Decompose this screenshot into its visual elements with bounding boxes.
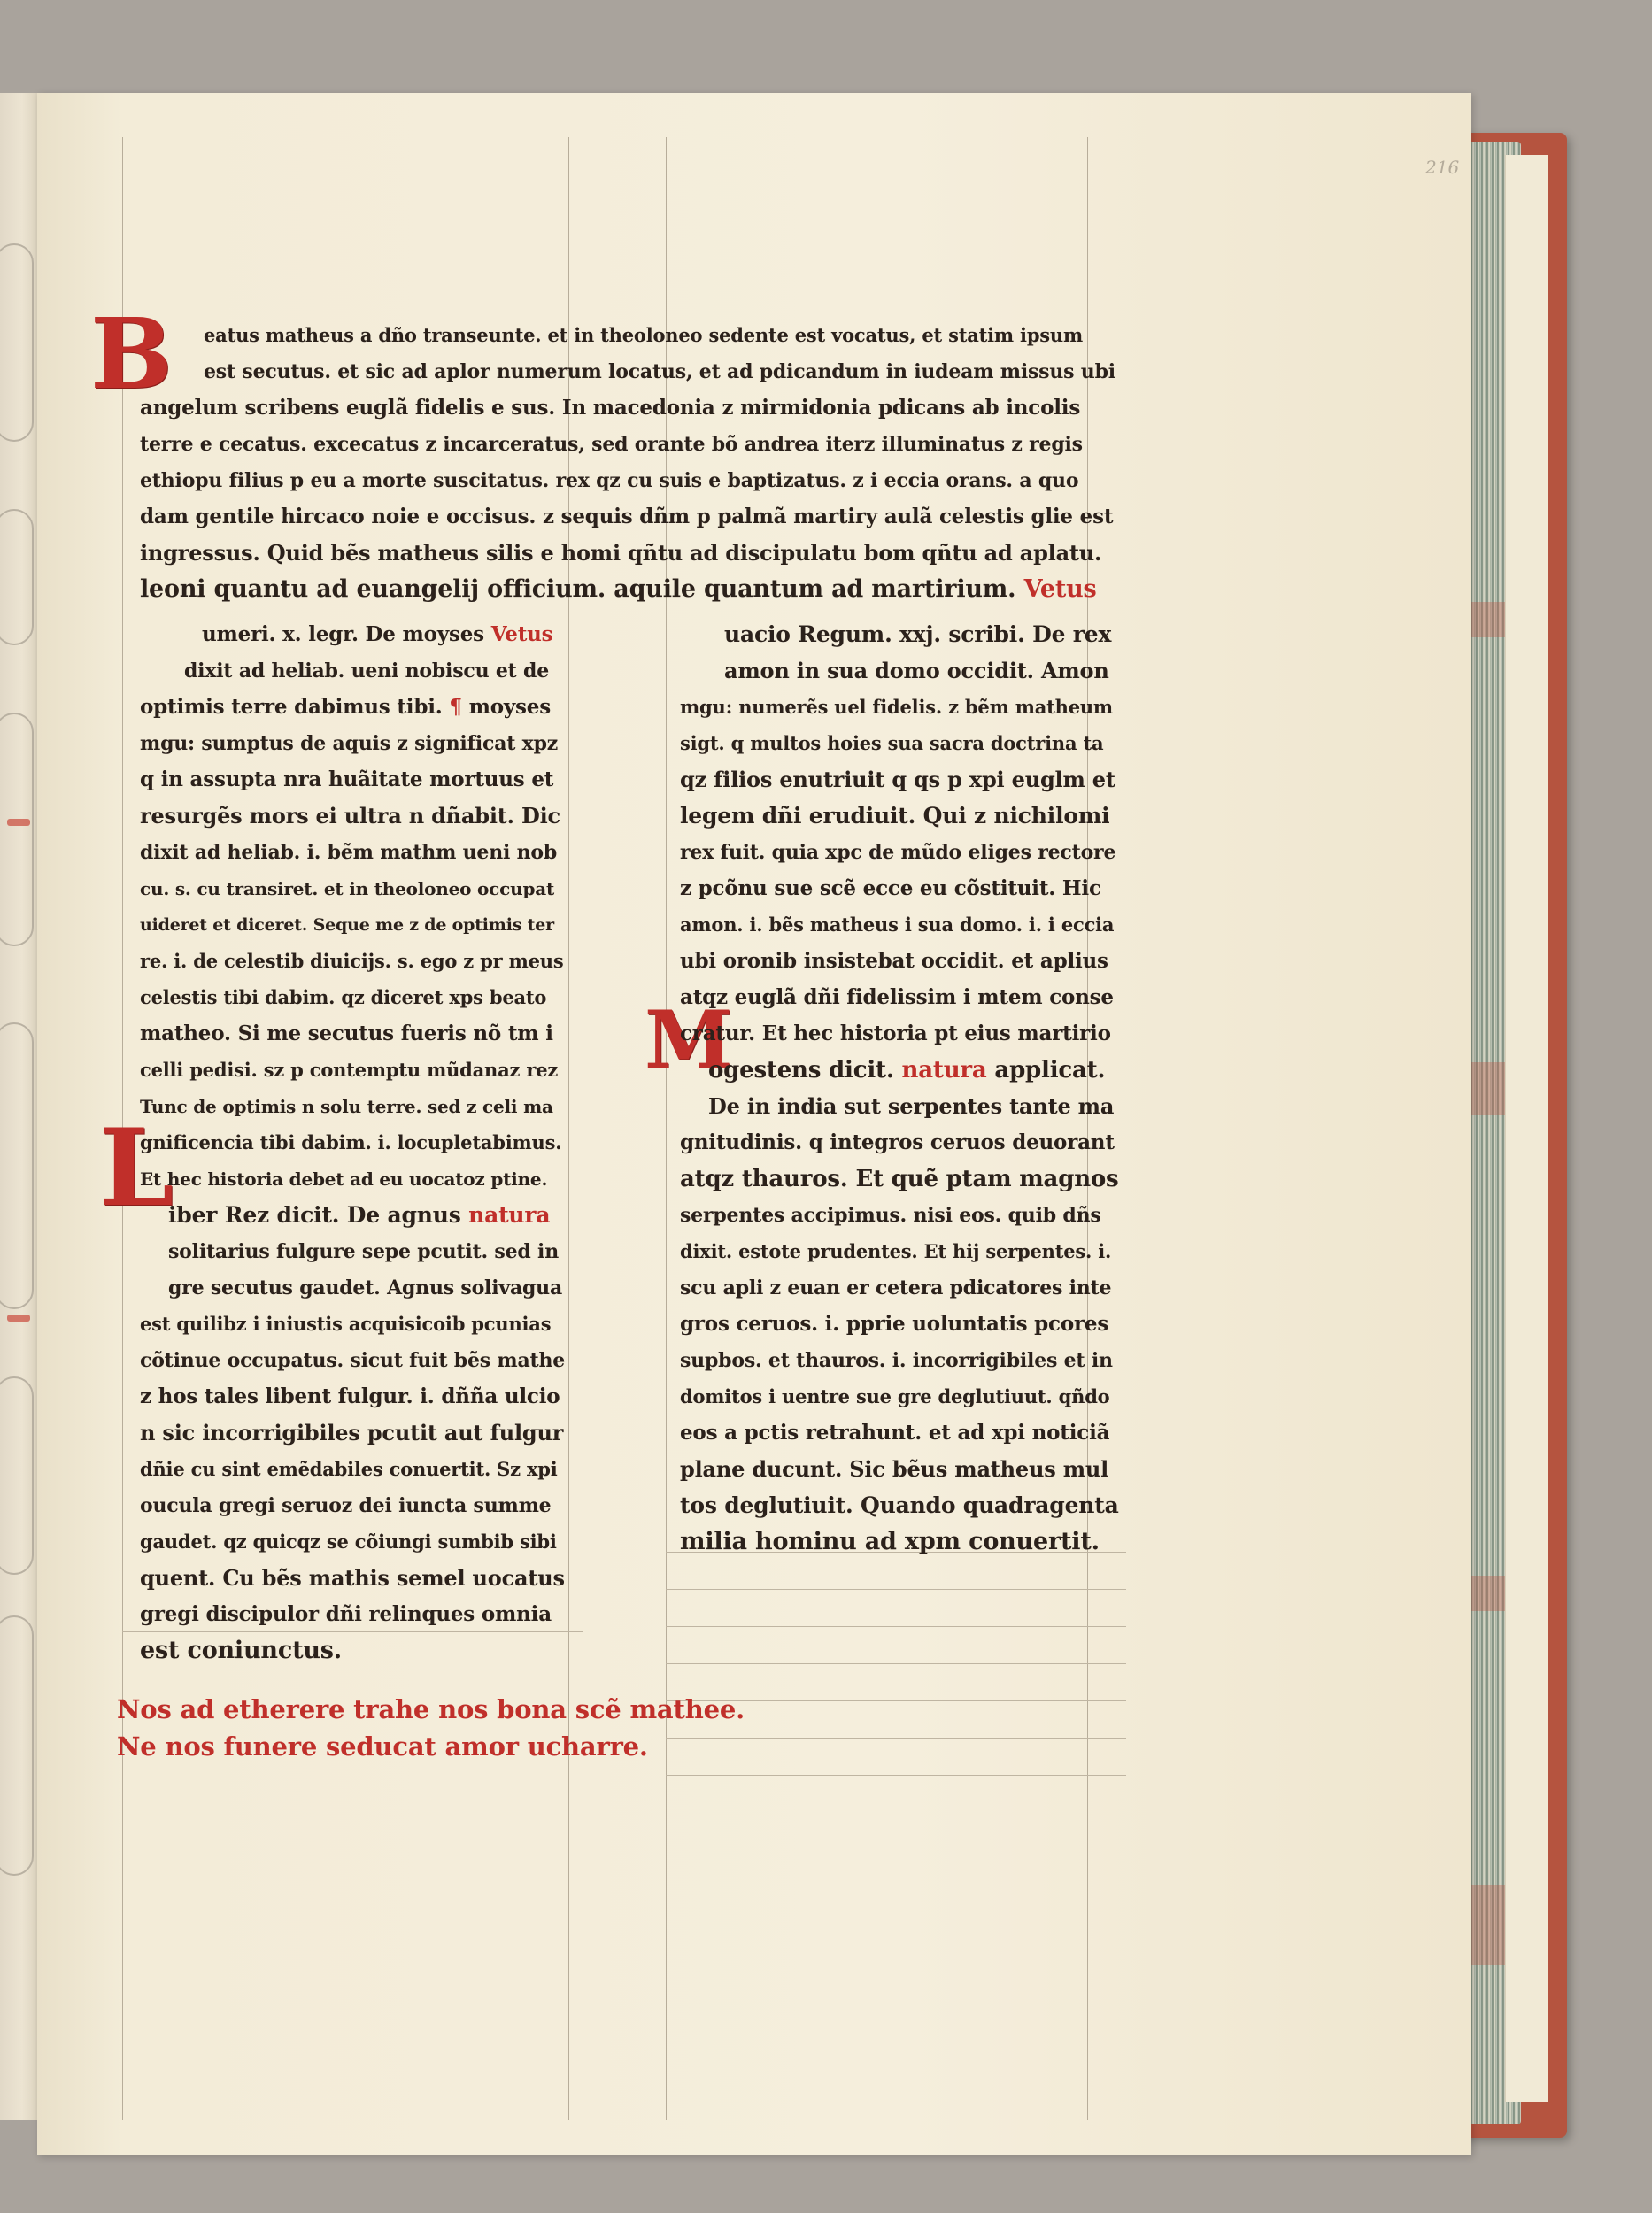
right-line: cratur. Et hec historia pt eius martirio: [680, 1022, 1111, 1045]
left-line: gregi discipulor dñi relinques omnia: [140, 1602, 552, 1626]
rubric-line: Ne nos funere seducat amor ucharre.: [117, 1731, 648, 1762]
decorated-initial-m: M: [645, 993, 733, 1087]
right-line: De in india sut serpentes tante ma: [708, 1093, 1115, 1119]
intro-line: est secutus. et sic ad aplor numerum locatus, et ad pdicandum in iudeam missus ubi: [204, 360, 1115, 383]
left-line: umeri. x. legr. De moyses Vetus: [202, 622, 553, 646]
left-line: n sic incorrigibiles pcutit aut fulgur: [140, 1420, 564, 1446]
left-line: solitarius fulgure sepe pcutit. sed in: [168, 1240, 559, 1263]
intro-line: eatus matheus a dño transeunte. et in theoloneo sedente est vocatus, et statim ipsum: [204, 324, 1084, 346]
intro-line: ingressus. Quid bẽs matheus silis e homi qñtu ad discipulatu bom qñtu ad aplatu.: [140, 540, 1102, 566]
right-line: scu apli z euan er cetera pdicatores inte: [680, 1276, 1112, 1299]
manuscript-page: [37, 93, 1471, 2155]
right-line: sigt. q multos hoies sua sacra doctrina ta: [680, 732, 1104, 754]
left-line: optimis terre dabimus tibi. ¶ moyses: [140, 695, 551, 719]
decorated-initial-l: L: [99, 1106, 174, 1230]
right-line: amon in sua domo occidit. Amon: [724, 658, 1109, 683]
left-line: celestis tibi dabim. qz diceret xps beato: [140, 986, 547, 1008]
right-line: supbos. et thauros. i. incorrigibiles et in: [680, 1349, 1113, 1372]
left-line: re. i. de celestib diuicijs. s. ego z pr meus: [140, 950, 564, 972]
intro-line: angelum scribens euglã fidelis e sus. In macedonia z mirmidonia pdicans ab incolis: [140, 396, 1081, 420]
left-line: uideret et diceret. Seque me z de optimis ter: [140, 915, 554, 935]
left-line: Et hec historia debet ad eu uocatoz ptine.: [140, 1168, 548, 1190]
right-line: ogestens dicit. natura applicat.: [708, 1057, 1106, 1083]
ruling-line: [666, 1738, 1126, 1739]
left-line: mgu: sumptus de aquis z significat xpz: [140, 732, 559, 755]
left-line: dixit ad heliab. i. bẽm mathm ueni nob: [140, 841, 558, 864]
right-line: tos deglutiuit. Quando quadragenta: [680, 1492, 1119, 1518]
right-line: ubi oronib insistebat occidit. et aplius: [680, 949, 1108, 973]
left-line: dñie cu sint emẽdabiles conuertit. Sz xpi: [140, 1458, 558, 1480]
decorated-initial-b: B: [90, 297, 173, 411]
left-line: matheo. Si me secutus fueris nõ tm i: [140, 1022, 553, 1045]
folio-number: 216: [1425, 157, 1460, 178]
left-line: z hos tales libent fulgur. i. dñña ulcio: [140, 1384, 560, 1408]
left-line: est quilibz i iniustis acquisicoib pcunias: [140, 1313, 552, 1335]
ruling-line: [666, 1626, 1126, 1627]
left-line: cu. s. cu transiret. et in theoloneo occupat: [140, 878, 555, 899]
right-line: atqz euglã dñi fidelissim i mtem conse: [680, 985, 1114, 1009]
intro-line: dam gentile hircaco noie e occisus. z sequis dñm p palmã martiry aulã celestis glie est: [140, 505, 1114, 528]
right-line: domitos i uentre sue gre deglutiuut. qñdo: [680, 1385, 1110, 1407]
right-line: amon. i. bẽs matheus i sua domo. i. i eccia: [680, 914, 1115, 936]
right-line: dixit. estote prudentes. Et hij serpentes. i.: [680, 1240, 1112, 1262]
left-line: gnificencia tibi dabim. i. locupletabimus.: [140, 1131, 562, 1153]
ruling-line: [666, 1775, 1126, 1776]
right-line: atqz thauros. Et quẽ ptam magnos: [680, 1166, 1119, 1192]
right-line: milia hominu ad xpm conuertit.: [680, 1528, 1100, 1555]
left-line: celli pedisi. sz p contemptu mũdanaz rez: [140, 1059, 559, 1081]
intro-line: ethiopu filius p eu a morte suscitatus. rex qz cu suis e baptizatus. z i eccia orans. a quo: [140, 469, 1079, 492]
rubric-word: Vetus: [1023, 575, 1097, 603]
left-line: resurgẽs mors ei ultra n dñabit. Dic: [140, 803, 560, 829]
intro-line: terre e cecatus. excecatus z incarceratus, sed orante bõ andrea iterz illuminatus z regis: [140, 433, 1083, 456]
right-line: serpentes accipimus. nisi eos. quib dñs: [680, 1204, 1101, 1227]
flyleaf-edge: [1505, 155, 1548, 2102]
rubric-line: Nos ad etherere trahe nos bona scẽ mathee.: [117, 1694, 745, 1724]
right-line: gros ceruos. i. pprie uoluntatis pcores: [680, 1312, 1109, 1336]
left-line: Tunc de optimis n solu terre. sed z celi ma: [140, 1096, 553, 1117]
ruling-line: [666, 1663, 1126, 1664]
left-line: oucula gregi seruoz dei iuncta summe: [140, 1494, 552, 1517]
right-line: qz filios enutriuit q qs p xpi euglm et: [680, 767, 1115, 792]
left-line: gre secutus gaudet. Agnus solivagua: [168, 1276, 563, 1299]
right-line: eos a pctis retrahunt. et ad xpi noticiã: [680, 1421, 1110, 1445]
right-line: gnitudinis. q integros ceruos deuorant: [680, 1130, 1115, 1154]
left-line: gaudet. qz quicqz se cõiungi sumbib sibi: [140, 1531, 557, 1553]
right-line: z pcõnu sue scẽ ecce eu cõstituit. Hic: [680, 876, 1101, 900]
right-line: mgu: numerẽs uel fidelis. z bẽm matheum: [680, 696, 1113, 718]
left-line: quent. Cu bẽs mathis semel uocatus: [140, 1565, 565, 1591]
right-line: rex fuit. quia xpc de mũdo eliges rectore: [680, 841, 1116, 864]
left-line: dixit ad heliab. ueni nobiscu et de: [184, 659, 550, 682]
left-line: cõtinue occupatus. sicut fuit bẽs mathe: [140, 1349, 566, 1372]
left-line: q in assupta nra huãitate mortuus et: [140, 767, 554, 791]
right-line: uacio Regum. xxj. scribi. De rex: [724, 621, 1112, 647]
right-line: legem dñi erudiuit. Qui z nichilomi: [680, 803, 1110, 829]
ruling-line: [666, 1589, 1126, 1590]
intro-line: leoni quantu ad euangelij officium. aquile quantum ad martirium. Vetus: [140, 575, 1097, 603]
left-line: est coniunctus.: [140, 1637, 342, 1664]
right-line: plane ducunt. Sic bẽus matheus mul: [680, 1456, 1109, 1482]
left-line: iber Rez dicit. De agnus natura: [168, 1202, 551, 1228]
